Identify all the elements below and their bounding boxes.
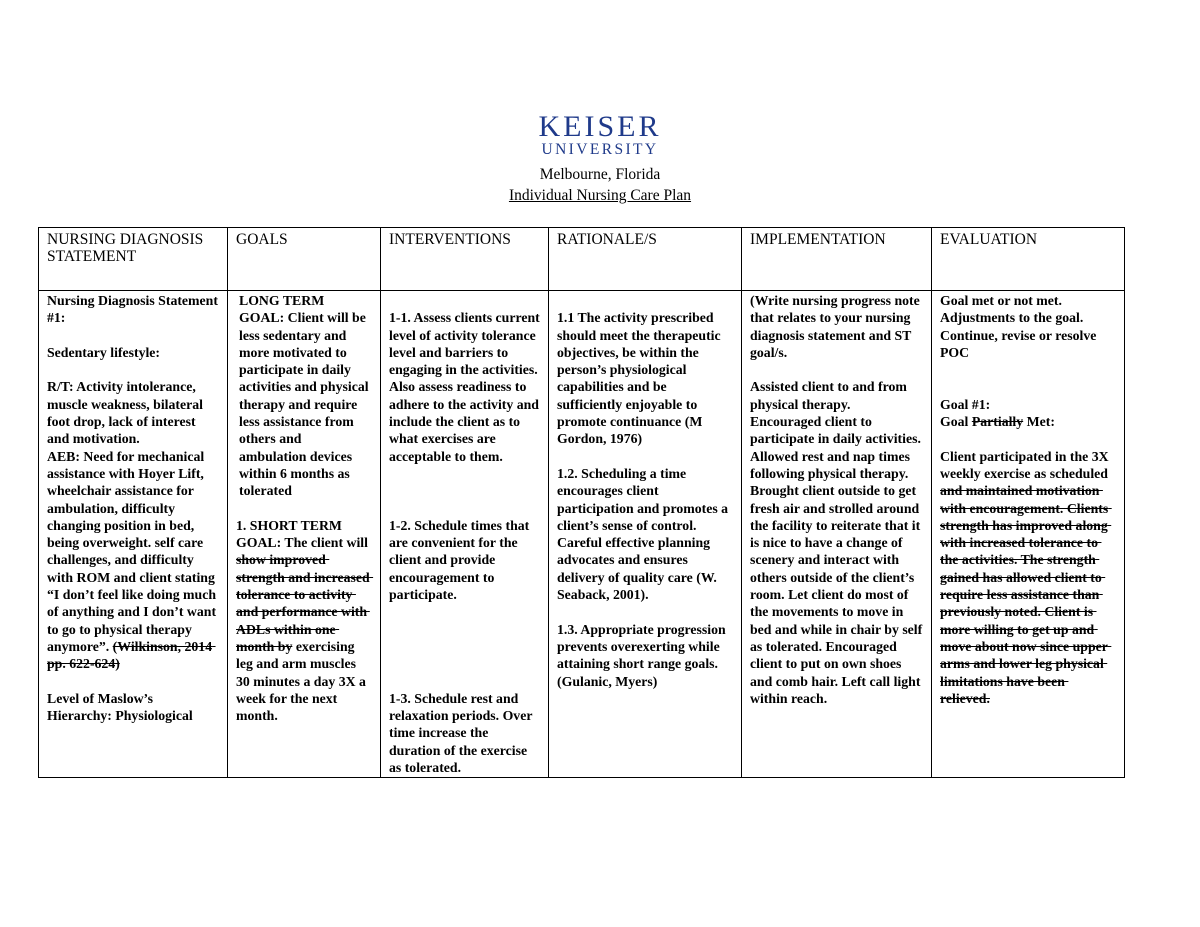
rationale-1-3: 1.3. Appropriate progression prevents overexerting while attaining short range goals. (Gulanic, Myers) [557, 621, 730, 689]
document-title: Individual Nursing Care Plan [508, 187, 692, 204]
struck-citation: (Wilkinson, 2014 pp. 622-624) [47, 638, 216, 672]
header-diagnosis: NURSING DIAGNOSIS STATEMENT [39, 228, 228, 291]
diagnosis-evidence: AEB: Need for mechanical assistance with Hoyer Lift, wheelchair assistance for ambulation, difficulty changing position in bed, being overweight. self care challenges, and difficulty with ROM and client stating “I don’t feel like doing much of anything and I don’t want to go to physical therapy anymore”. (Wilkinson, 2014 pp. 622-624) [47, 448, 220, 672]
intervention-1-1: 1-1. Assess clients current level of activity tolerance level and barriers to engaging in the activities. Also assess readiness to adhere to the activity and include the client as to what exercises are acceptable to them. [389, 310, 544, 464]
university-logo [0, 112, 1200, 158]
evaluation-result: Client participated in the 3X weekly exercise as scheduled and maintained motivation with encouragement. Clients strength has improved along with increased tolerance to the activities. The strength gained has allowed client to require less assistance than previously noted. Client is more willing to get up and move about now since upper arms and lower leg physical limitations have been relieved. [940, 448, 1113, 706]
header-implementation: IMPLEMENTATION [742, 228, 932, 291]
location-line: Melbourne, Florida [539, 166, 661, 183]
goals-cell [228, 291, 381, 778]
short-term-goal: 1. SHORT TERM GOAL: The client will show improved strength and increased tolerance to activity and performance with ADLs within one month by exercising leg and arm muscles 30 minutes a day 3X a week for the next month. [236, 517, 374, 724]
maslow-level: Level of Maslow’s Hierarchy: Physiological [47, 690, 193, 724]
implementation-cell [742, 291, 932, 778]
evaluation-instruction: Goal met or not met. Adjustments to the goal. Continue, revise or resolve POC [940, 293, 1100, 360]
evaluation-cell [932, 291, 1125, 778]
logo-subtitle: UNIVERSITY [541, 141, 659, 158]
intervention-1-2: 1-2. Schedule times that are convenient for the client and provide encouragement to participate. [389, 517, 533, 603]
table-header-row [39, 228, 1125, 291]
goal-label: Goal #1: [940, 396, 991, 412]
implementation-instruction: (Write nursing progress note that relates to your nursing diagnosis statement and ST goal/s. [750, 293, 924, 360]
long-term-goal: LONG TERM GOAL: Client will be less sedentary and more motivated to participate in daily activities and physical therapy and require less assistance from others and ambulation devices within 6 months as tolerated [239, 293, 373, 499]
rationale-1-1: 1.1 The activity prescribed should meet the therapeutic objectives, be within the person’s physiological capabilities and be sufficiently enjoyable to promote continuance (M Gordon, 1976) [557, 310, 725, 447]
header-interventions: INTERVENTIONS [381, 228, 549, 291]
struck-evaluation-text: and maintained motivation with encouragement. Clients strength has improved along with increased tolerance to the activities. The strength gained has allowed client to require less assistance than previously noted. Client is more willing to get up and move about now since upper arms and lower leg physical limitations have been relieved. [940, 483, 1112, 706]
diagnosis-cell [39, 291, 228, 778]
care-plan-table [38, 227, 1125, 778]
goal-status: Goal Partially Met: [940, 414, 1055, 430]
struck-partially: Partially [971, 414, 1024, 430]
diagnosis-related-to: R/T: Activity intolerance, muscle weakness, bilateral foot drop, lack of interest and motivation. [47, 379, 207, 447]
header-rationales: RATIONALE/S [549, 228, 742, 291]
progress-note: Assisted client to and from physical therapy. Encouraged client to participate in daily activities. Allowed rest and nap times following physical therapy. Brought client outside to get fresh air and strolled around the facility to reiterate that it is nice to have a change of scenery and interact with others outside of the client’s room. Let client do most of the movements to move in bed and while in chair by self as tolerated. Encouraged client to put on own shoes and comb hair. Left call light within reach. [750, 379, 926, 706]
rationales-cell [549, 291, 742, 778]
logo-wordmark: KEISER [538, 110, 662, 143]
table-row [39, 291, 1125, 778]
struck-goal-text: show improved strength and increased tolerance to activity and performance with ADLs within one month by [236, 552, 374, 654]
intervention-1-3: 1-3. Schedule rest and relaxation periods. Over time increase the duration of the exercise as tolerated. [389, 690, 536, 776]
diagnosis-heading: Nursing Diagnosis Statement #1: [47, 293, 222, 326]
rationale-1-2: 1.2. Scheduling a time encourages client participation and promotes a client’s sense of control. Careful effective planning advocates and ensures delivery of quality care (W. Seaback, 2001). [557, 465, 732, 603]
diagnosis-problem: Sedentary lifestyle: [47, 344, 161, 360]
interventions-cell [381, 291, 549, 778]
header-evaluation: EVALUATION [932, 228, 1125, 291]
header-goals: GOALS [228, 228, 381, 291]
